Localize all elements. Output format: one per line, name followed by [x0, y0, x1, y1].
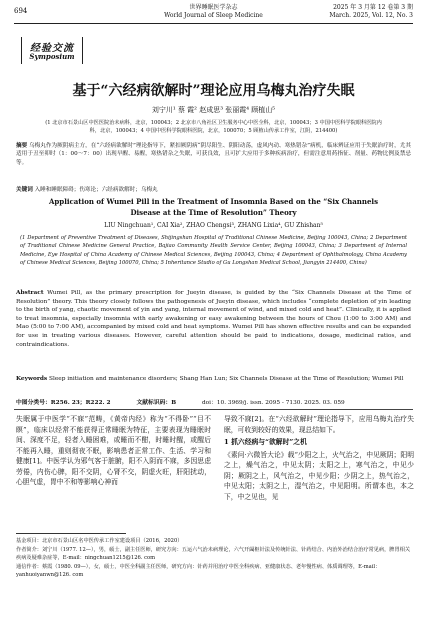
abstract-en-text: Wumei Pill, as the primary prescription for Jueyin disease, is guided by the “Six Channels Disease at the Time of Resolution” theory. This theory closely follows the pathogenesis of Jueyin disease, which includes “complete depletion of yin leading to the birth of yang, chaotic movement of yin and yang, internal movement of wind, and mixed cold and heat”. Clinically, it is applied to treat insomnia, especially insomnia with early awakening or easy awakening between the hours of Chou (1:00 to 3:00 AM) and Mao (5:00 to 7:00 AM), accompanied by mixed cold and heat symptoms. Wumei Pill has shown effective results and can be expanded for use in treating various diseases. However, careful attention should be paid to indications, dosage, medicinal ratios, and contraindications.: [16, 290, 411, 348]
footnote-rule: [16, 533, 126, 534]
section-label-en: Symposium: [29, 52, 75, 61]
authors-en: LIU Ningchuan¹, CAI Xia², ZHAO Chengsi³, ZHANG Lixia⁴, GU Zhishan⁵: [104, 222, 323, 229]
abstract-zh-label: 摘要: [16, 143, 28, 149]
keywords-zh-label: 关键词: [16, 187, 33, 193]
footnote-fund: 基金项目：北京市石景山区名中医传承工作室建设项目（2016，2020）: [16, 538, 183, 544]
section-heading-1: 1 抓六经病与“欲解时”之机: [224, 438, 307, 446]
footnote-correspondence: 通信作者：蔡霞（1980. 09—），女，硕士，中医全科副主任医师，研究方向：针药并用治疗中医全科疾病、亚健康状态、老年慢性病、体质调理等，E-mail：yanhuoiyanwn@126. com: [16, 563, 381, 579]
body-intro: 导致不寐[2]。在“六经欲解时”理论指导下，应用乌梅丸治疗失眠，可收到较好的效果，现总结如下。: [224, 415, 414, 434]
header-rule: [14, 23, 413, 24]
doi-link[interactable]: doi：10. 3969/j. issn. 2095 - 7130. 2025. 03. 059: [201, 400, 345, 406]
body-section-1-text: 《素问·六微旨大论》载“少阳之上，火气治之，中见厥阴；阳明之上，燥气治之，中见太阴；太阳之上，寒气治之，中见少阴；厥阴之上，风气治之，中见少阳；少阴之上，热气治之，中见太阳；太阴之上，湿气治之，中见阳明。所谓本也，本之下，中之见也，见: [224, 450, 414, 501]
article-identifiers: [16, 397, 411, 406]
abstract-en-label: Abstract: [16, 290, 44, 296]
running-header: [14, 4, 413, 22]
issue-en: March. 2025, Vol. 12, No. 3: [329, 11, 413, 19]
keywords-en-text: Sleep initiation and maintenance disorders; Shang Han Lun; Six Channels Disease at the Time of Resolution; Wumei Pill: [49, 376, 404, 382]
abstract-zh: [16, 142, 411, 167]
section-label: [21, 37, 83, 64]
page-number: 694: [14, 7, 28, 15]
document-code: 文献标识码：B: [136, 400, 177, 406]
body-column-right: [224, 414, 414, 502]
journal-name-zh: 世界睡眠医学杂志: [189, 4, 238, 11]
affiliations-en: (1 Department of Preventive Treatment of Diseases, Shijingshan Hospital of Traditional Chinese Medicine, Beijing 100043, China; 2 Department of Traditional Chinese Medicine General Practice, Bajiao Community Health Service Center, Beijing 100043, China; 3 Department of Internal Medicine, Eye Hospital of China Academy of Chinese Medical Sciences, Beijing 100043, China; 4 Department of Ophthalmology, China Academy of Chinese Medical Sciences, Beijing 100070, China; 5 Inheritance Studio of Gu Longshan Medical School, Jiangyin 214400, China): [20, 235, 407, 266]
authors-zh: 刘宁川¹ 蔡 霞² 赵成思³ 张丽霞⁴ 顾植山⁵: [151, 106, 276, 114]
abstract-zh-text: 乌梅丸作为厥阴病主方，在“六经病欲解时”理论指导下，紧扣厥阴病“阴尽阳生、阴阳动荡，虚风内动、寒热错杂”病机，临床辨证应用于失眠治疗时，尤其适用于丑至卯时（1：00～7：00）出现早醒、易醒，寒热错杂之失眠，可获良效，且可扩大应用于多种疾病治疗，但需注意用药指征、剂量、药物比例及禁忌等。: [16, 143, 411, 166]
article-title-zh: 基于“六经病欲解时”理论应用乌梅丸治疗失眠: [72, 83, 355, 99]
abstract-en: [16, 289, 411, 349]
issue-zh: 2025 年 3 月第 12 卷第 3 期: [333, 4, 413, 11]
journal-name-en: World Journal of Sleep Medicine: [164, 11, 263, 19]
footnote-author: 作者简介：刘宁川（1977. 12—），男，硕士，副主任医师，研究方向：五运六气治未病理论，六气开阖枢针法及传统针法、针药结合、内治外治结合治疗常见病，脾胃相关疾病及疑难杂症等，E-mail：ningchuan1215@126. com: [16, 546, 411, 562]
keywords-zh: [16, 186, 411, 194]
clc-number: 中图分类号：R256. 23；R222. 2: [16, 400, 111, 406]
affiliations-zh: (1 北京市石景山区中医医院治未病科，北京，100043；2 北京市八角社区卫生服务中心中医全科，北京，100043；3 中国中医科学院眼科医院内科，北京，100043；4 中国中医科学院眼科医院，北京，100070；5 顾植山传承工作室，江阴，214400): [45, 120, 382, 134]
article-title-en: Application of Wumei Pill in the Treatment of Insomnia Based on the “Six Channels Disease at the Time of Resolution” Theory: [48, 197, 379, 217]
separator-rule: [14, 409, 413, 410]
section-label-zh: 经验交流: [30, 43, 74, 54]
footnotes: [16, 537, 411, 580]
issue-info: [329, 4, 413, 19]
keywords-en-label: Keywords: [16, 376, 48, 382]
keywords-en: [16, 375, 411, 384]
body-column-left: 失眠属于中医学“不寐”范畴，《黄帝内经》称为“不得卧”“目不瞑”，临床以经常不能获得正常睡眠为特征，主要表现为睡眠时间、深度不足，轻者入睡困难，或睡而不酣，时睡时醒，或醒后不能再入睡，重则彻夜不眠，影响患者正常工作、生活、学习和健康[1]。中医学认为邪气客于脏腑，阳不入阴而不寐，多因思虑劳倦，内伤心脾，阳不交阴，心肾不交，阴虚火旺，肝阳扰动，心胆气虚，胃中不和等影响心神而: [16, 415, 211, 486]
keywords-zh-text: 入睡和睡眠障碍；伤寒论；六经病欲解时；乌梅丸: [34, 187, 158, 193]
